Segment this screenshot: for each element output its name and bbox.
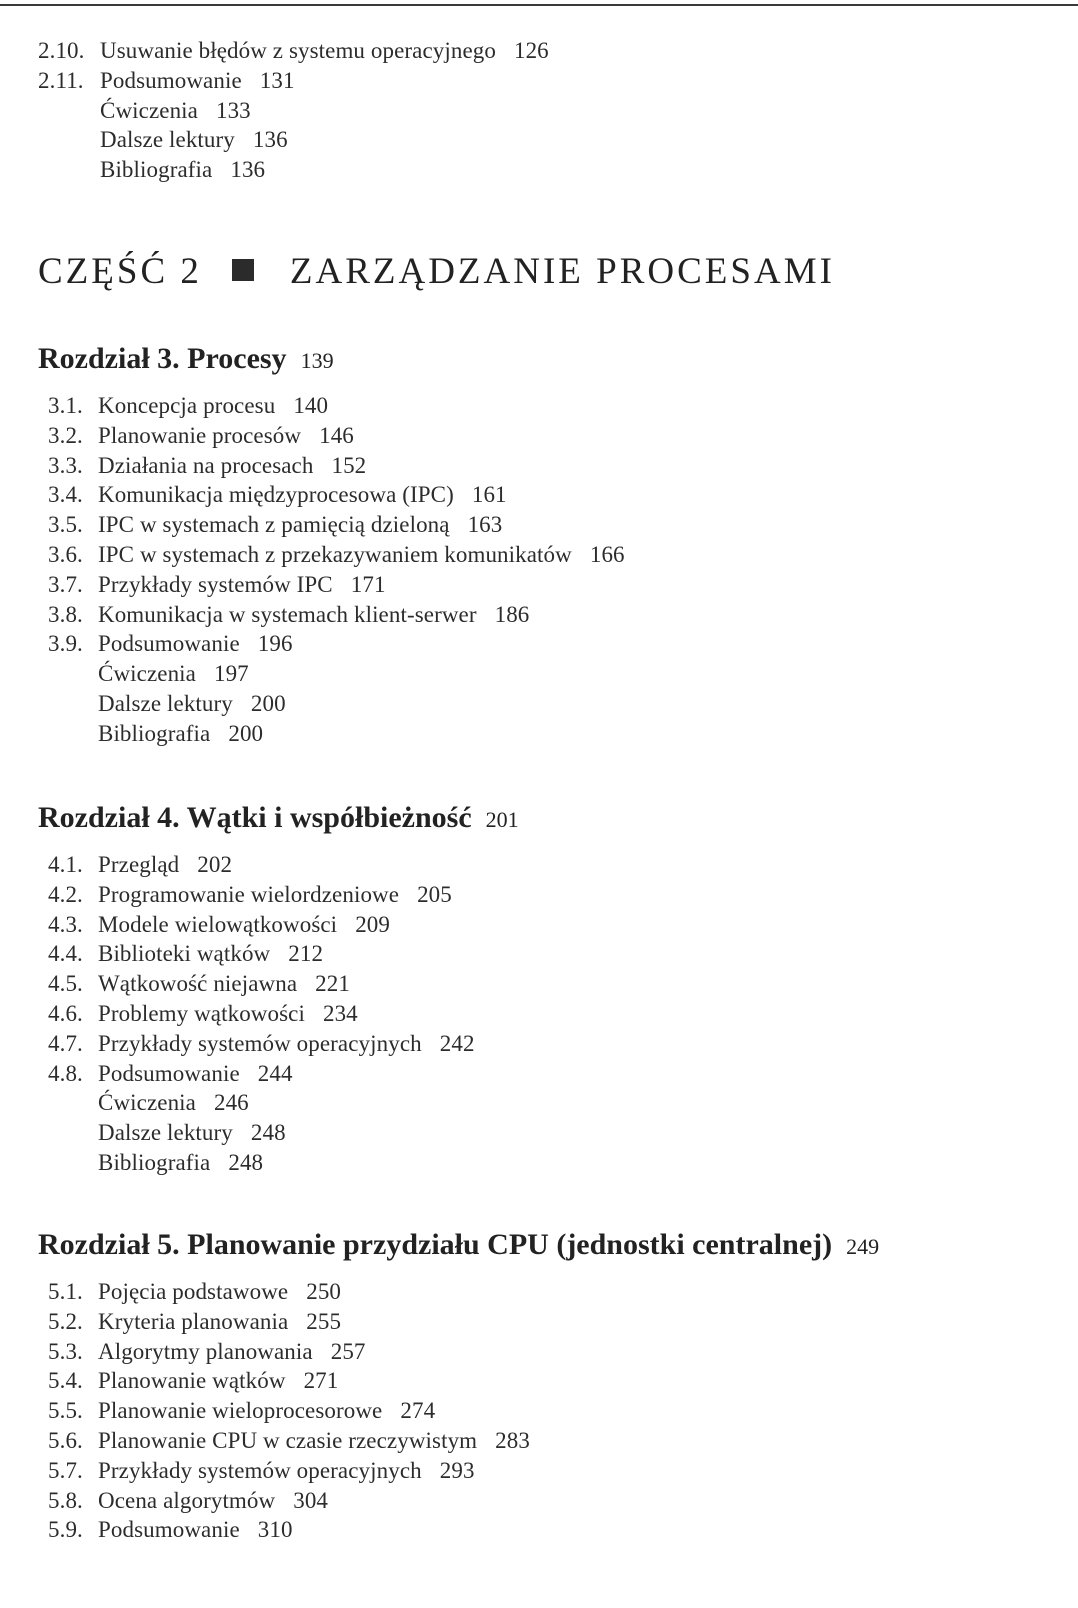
toc-entry-title: Podsumowanie xyxy=(98,1517,240,1543)
toc-entry xyxy=(98,1118,286,1148)
toc-entry-page: 133 xyxy=(215,97,251,123)
toc-entry-page: 146 xyxy=(319,422,354,448)
toc-entry-number: 4.6. xyxy=(48,1001,83,1026)
toc-entry-number: 5.3. xyxy=(48,1338,83,1364)
toc-entry-page: 200 xyxy=(228,720,264,746)
toc-entry-page: 212 xyxy=(288,941,324,967)
toc-entry-number: 5.4. xyxy=(48,1368,83,1394)
toc-entry-title: Komunikacja międzyprocesowa (IPC) xyxy=(98,482,454,508)
toc-entry xyxy=(48,939,323,969)
toc-entry xyxy=(48,629,293,659)
toc-entry-page: 283 xyxy=(495,1428,530,1453)
toc-entry-number: 5.1. xyxy=(48,1279,83,1304)
toc-entry-title: Przegląd xyxy=(98,852,180,877)
toc-entry xyxy=(48,1366,338,1396)
toc-entry-title: Podsumowanie xyxy=(100,67,242,93)
toc-entry-page: 152 xyxy=(331,452,367,478)
toc-entry xyxy=(48,1337,366,1367)
chapter-page: 201 xyxy=(485,807,519,832)
toc-entry-page: 248 xyxy=(228,1150,264,1175)
toc-entry-title: Przykłady systemów operacyjnych xyxy=(98,1030,422,1056)
toc-entry-number: 5.7. xyxy=(48,1457,83,1483)
chapter-heading xyxy=(38,1226,879,1266)
toc-entry-title: Planowanie wieloprocesorowe xyxy=(98,1398,383,1424)
toc-entry-number: 4.1. xyxy=(48,852,83,877)
toc-entry xyxy=(98,659,249,689)
toc-entry-title: Planowanie procesów xyxy=(98,422,302,448)
toc-entry-page: 274 xyxy=(400,1398,436,1424)
toc-entry-title: Ocena algorytmów xyxy=(98,1487,276,1513)
chapter-title: Wątki i współbieżność xyxy=(186,801,472,834)
toc-entry-title: Planowanie CPU w czasie rzeczywistym xyxy=(98,1428,478,1453)
toc-entry-page: 234 xyxy=(322,1001,358,1026)
toc-entry xyxy=(48,540,625,570)
toc-entry-number: 3.3. xyxy=(48,452,83,478)
toc-entry xyxy=(48,480,507,510)
toc-entry xyxy=(48,880,452,910)
toc-entry-title: Kryteria planowania xyxy=(98,1308,289,1334)
chapter-page: 139 xyxy=(300,348,334,373)
chapter-label: Rozdział 5. xyxy=(38,1228,180,1261)
toc-entry xyxy=(48,1059,293,1089)
toc-entry-number: 4.8. xyxy=(48,1060,83,1086)
toc-entry-page: 257 xyxy=(330,1338,366,1364)
toc-entry-number: 4.7. xyxy=(48,1030,83,1056)
toc-entry xyxy=(38,36,549,66)
chapter-page: 249 xyxy=(846,1234,880,1259)
toc-entry-number: 3.6. xyxy=(48,542,83,567)
toc-entry-number: 3.5. xyxy=(48,512,83,538)
toc-entry-page: 136 xyxy=(230,157,266,183)
toc-entry-title: Wątkowość niejawna xyxy=(98,971,298,997)
toc-entry-title: IPC w systemach z przekazywaniem komunikatów xyxy=(98,542,572,567)
toc-entry xyxy=(48,1307,341,1337)
toc-entry xyxy=(48,1277,341,1307)
toc-entry-page: 166 xyxy=(589,542,625,567)
chapter-heading xyxy=(38,799,519,839)
toc-entry xyxy=(48,600,529,630)
part-heading xyxy=(38,250,835,294)
toc-entry-title: Koncepcja procesu xyxy=(98,393,276,418)
chapter-heading xyxy=(38,340,334,380)
toc-entry xyxy=(48,510,502,540)
toc-entry xyxy=(98,719,263,749)
chapter-label: Rozdział 4. xyxy=(38,801,180,834)
toc-entry-title: Planowanie wątków xyxy=(98,1368,286,1394)
toc-entry-number: 3.2. xyxy=(48,422,83,448)
toc-entry-page: 248 xyxy=(250,1120,286,1146)
toc-entry-title: Ćwiczenia xyxy=(100,97,198,123)
toc-entry xyxy=(48,999,358,1029)
toc-entry xyxy=(38,66,295,96)
toc-entry-page: 246 xyxy=(213,1090,249,1116)
toc-entry-title: Ćwiczenia xyxy=(98,661,196,687)
toc-entry xyxy=(48,1456,475,1486)
toc-entry-title: Ćwiczenia xyxy=(98,1090,196,1116)
toc-entry-title: Pojęcia podstawowe xyxy=(98,1279,289,1304)
chapter-label: Rozdział 3. xyxy=(38,342,180,375)
toc-entry-page: 136 xyxy=(252,127,288,153)
toc-entry-page: 293 xyxy=(439,1457,475,1483)
toc-entry-page: 171 xyxy=(350,571,386,597)
toc-entry-title: Programowanie wielordzeniowe xyxy=(98,881,400,907)
toc-entry-title: Podsumowanie xyxy=(98,631,240,657)
toc-entry-page: 242 xyxy=(439,1030,475,1056)
chapter-title: Planowanie przydziału CPU (jednostki centralnej) xyxy=(187,1228,833,1261)
toc-entry xyxy=(48,910,390,940)
toc-entry-page: 126 xyxy=(513,38,549,63)
toc-entry-number: 3.1. xyxy=(48,393,83,418)
toc-entry-page: 131 xyxy=(259,67,295,93)
toc-entry xyxy=(48,1426,530,1456)
toc-entry-title: Usuwanie błędów z systemu operacyjnego xyxy=(100,38,496,63)
toc-entry xyxy=(48,969,350,999)
toc-entry xyxy=(48,1029,475,1059)
toc-entry-number: 5.8. xyxy=(48,1487,83,1513)
toc-entry-page: 310 xyxy=(257,1517,293,1543)
toc-entry-number: 5.2. xyxy=(48,1308,83,1334)
toc-entry xyxy=(98,1088,249,1118)
toc-entry-title: Bibliografia xyxy=(98,1150,211,1175)
toc-entry-number: 4.2. xyxy=(48,881,83,907)
toc-entry xyxy=(48,570,386,600)
part-square-ornament xyxy=(232,259,254,281)
toc-entry-title: Działania na procesach xyxy=(98,452,314,478)
toc-entry-title: Podsumowanie xyxy=(98,1060,240,1086)
toc-entry-number: 4.4. xyxy=(48,941,83,967)
toc-entry-page: 186 xyxy=(494,601,530,627)
toc-entry-title: Dalsze lektury xyxy=(98,1120,233,1146)
toc-entry-title: Dalsze lektury xyxy=(98,691,233,716)
toc-entry-page: 221 xyxy=(315,971,350,997)
toc-entry-number: 3.9. xyxy=(48,631,83,657)
part-label: CZĘŚĆ 2 xyxy=(38,251,202,292)
toc-entry-title: IPC w systemach z pamięcią dzieloną xyxy=(98,512,450,538)
toc-entry-title: Przykłady systemów operacyjnych xyxy=(98,1457,422,1483)
toc-entry-title: Dalsze lektury xyxy=(100,127,235,153)
toc-entry xyxy=(48,1515,293,1545)
toc-entry-title: Algorytmy planowania xyxy=(98,1338,313,1364)
toc-entry-number: 3.4. xyxy=(48,482,83,508)
toc-entry-number: 2.10. xyxy=(38,38,85,63)
toc-entry-page: 140 xyxy=(293,393,329,418)
toc-entry-page: 304 xyxy=(293,1487,329,1513)
toc-entry xyxy=(98,689,286,719)
toc-entry-number: 5.9. xyxy=(48,1517,83,1543)
toc-entry-number: 3.7. xyxy=(48,571,83,597)
chapter-title: Procesy xyxy=(187,342,287,375)
toc-entry xyxy=(98,1148,263,1178)
toc-entry-number: 4.3. xyxy=(48,911,83,937)
toc-entry xyxy=(48,391,328,421)
part-title: ZARZĄDZANIE PROCESAMI xyxy=(289,251,835,292)
toc-entry-title: Bibliografia xyxy=(98,720,211,746)
toc-entry xyxy=(48,1396,435,1426)
toc-entry xyxy=(48,421,354,451)
toc-entry-page: 202 xyxy=(197,852,233,877)
toc-entry-title: Przykłady systemów IPC xyxy=(98,571,333,597)
toc-entry-number: 4.5. xyxy=(48,971,83,997)
toc-entry-title: Bibliografia xyxy=(100,157,213,183)
toc-entry xyxy=(100,155,265,185)
toc-entry-number: 5.5. xyxy=(48,1398,83,1424)
toc-entry-page: 200 xyxy=(250,691,286,716)
toc-entry-page: 271 xyxy=(303,1368,339,1394)
toc-entry-page: 250 xyxy=(306,1279,342,1304)
toc-entry xyxy=(48,1486,328,1516)
toc-entry-title: Modele wielowątkowości xyxy=(98,911,338,937)
toc-entry-page: 244 xyxy=(257,1060,293,1086)
toc-entry xyxy=(48,451,366,481)
toc-entry-page: 209 xyxy=(355,911,390,937)
toc-entry-page: 205 xyxy=(417,881,452,907)
toc-entry-page: 196 xyxy=(257,631,293,657)
toc-entry-title: Biblioteki wątków xyxy=(98,941,271,967)
toc-entry-title: Komunikacja w systemach klient-serwer xyxy=(98,601,477,627)
toc-entry-page: 161 xyxy=(471,482,507,508)
toc-entry xyxy=(100,125,288,155)
toc-entry xyxy=(48,850,232,880)
toc-entry-page: 255 xyxy=(306,1308,342,1334)
top-rule xyxy=(0,4,1078,6)
toc-entry-page: 197 xyxy=(213,661,249,687)
toc-entry-number: 3.8. xyxy=(48,601,83,627)
toc-entry-page: 163 xyxy=(467,512,503,538)
toc-entry-number: 2.11. xyxy=(38,67,84,93)
toc-entry xyxy=(100,96,251,126)
toc-entry-number: 5.6. xyxy=(48,1428,83,1453)
toc-entry-title: Problemy wątkowości xyxy=(98,1001,305,1026)
